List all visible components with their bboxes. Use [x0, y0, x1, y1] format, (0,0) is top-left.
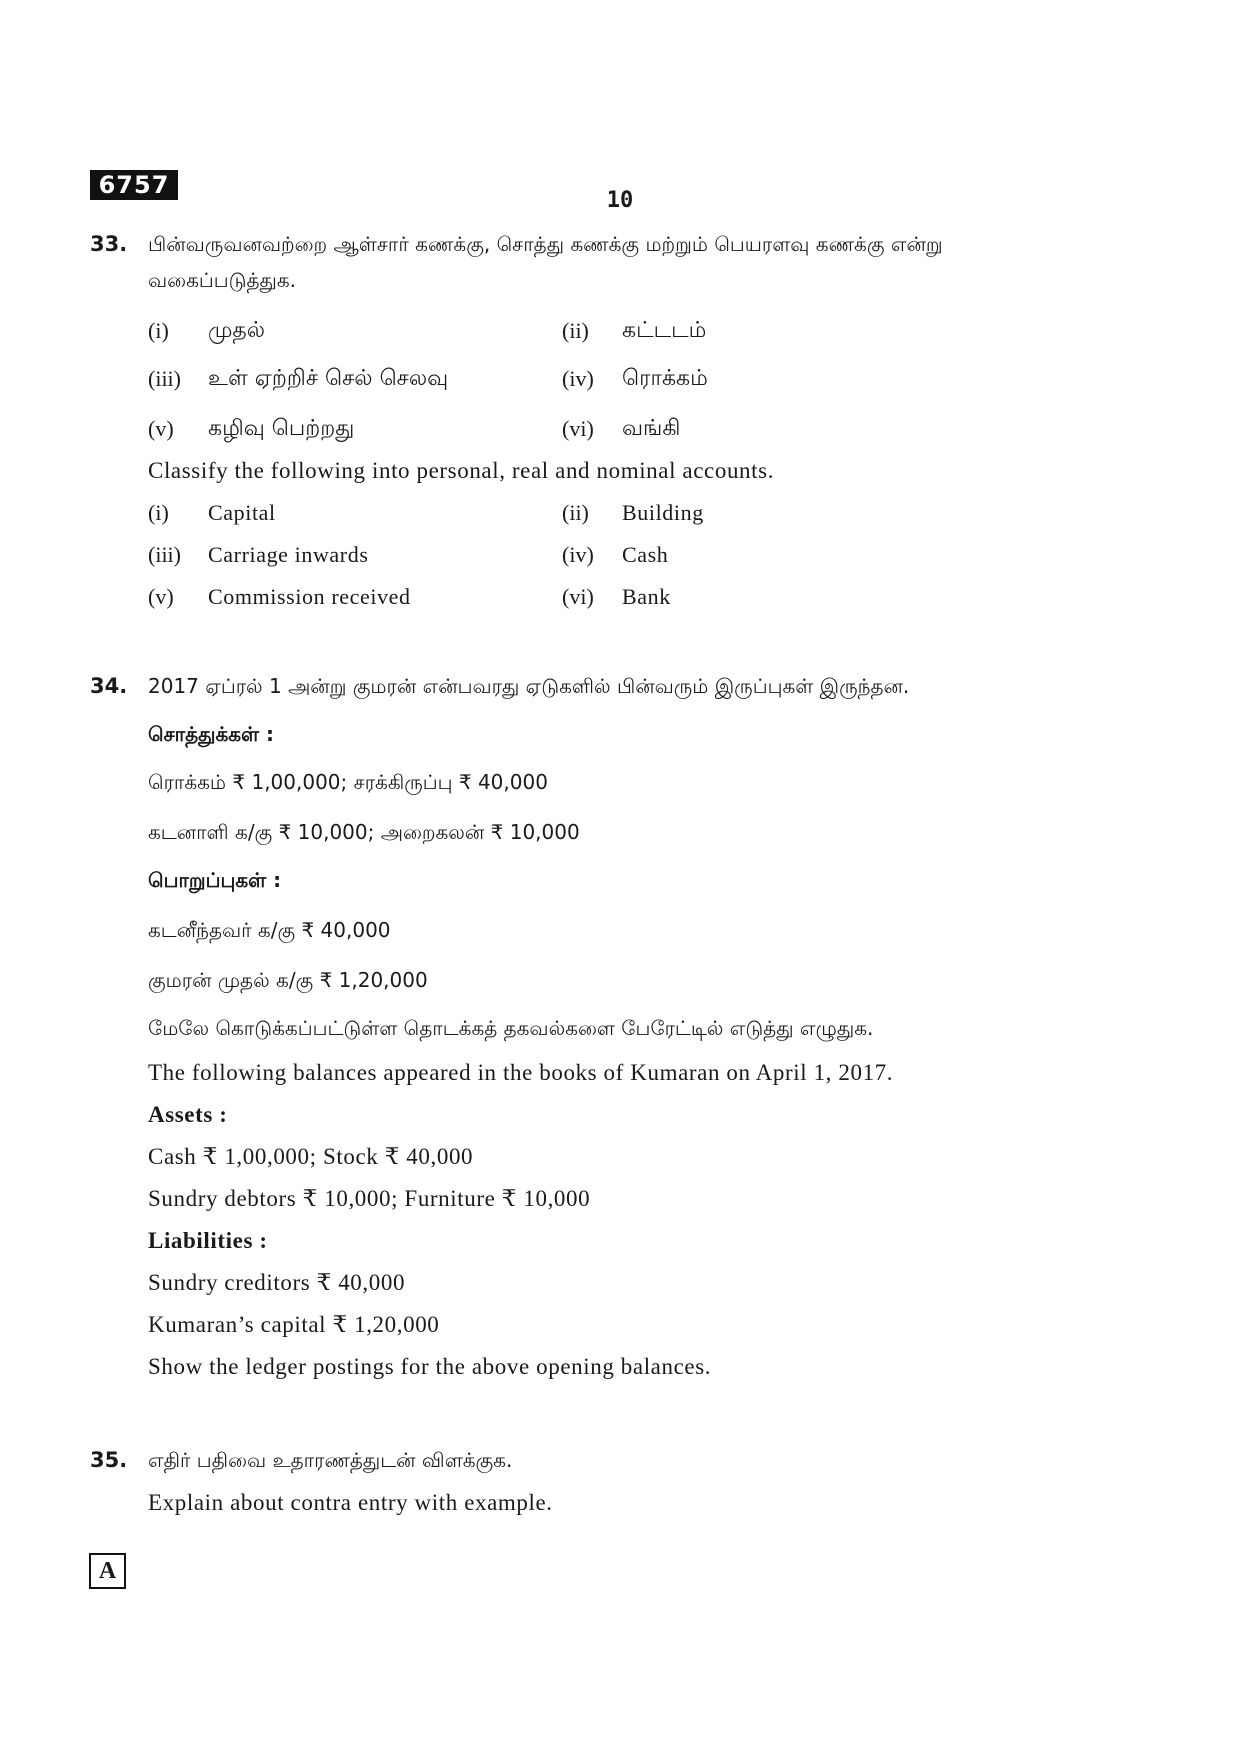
q33-tamil-item-num: (v): [148, 416, 174, 441]
q33-tamil-item: கட்டடம்: [622, 318, 707, 343]
q35-tamil-text: எதிர் பதிவை உதாரணத்துடன் விளக்குக.: [148, 1448, 513, 1472]
q33-tamil-line-1: பின்வருவனவற்றை ஆள்சார் கணக்கு, சொத்து கணக்கு மற்றும் பெயரளவு கணக்கு என்று: [148, 232, 943, 256]
q33-tamil-item-num: (iii): [148, 366, 181, 391]
q33-tamil-item: முதல்: [208, 318, 266, 343]
q33-tamil-item: ரொக்கம்: [622, 366, 708, 391]
series-label-box: A: [89, 1553, 126, 1589]
q34-tamil-liabilities-line-2: குமரன் முதல் க/கு ₹ 1,20,000: [148, 968, 428, 992]
q33-tamil-item-num: (ii): [562, 318, 589, 343]
q34-tamil-liabilities-heading: பொறுப்புகள் :: [148, 868, 282, 892]
paper-code-badge: 6757: [90, 170, 178, 200]
q34-tamil-liabilities-line-1: கடனீந்தவர் க/கு ₹ 40,000: [148, 918, 391, 942]
q34-english-liabilities-heading: Liabilities :: [148, 1228, 268, 1253]
q34-english-intro: The following balances appeared in the books of Kumaran on April 1, 2017.: [148, 1060, 894, 1085]
q34-tamil-assets-heading: சொத்துக்கள் :: [148, 722, 275, 746]
q34-english-assets-line-1: Cash ₹ 1,00,000; Stock ₹ 40,000: [148, 1144, 474, 1169]
q33-tamil-item-num: (vi): [562, 416, 594, 441]
q33-english-item: Carriage inwards: [208, 542, 369, 567]
q34-english-assets-line-2: Sundry debtors ₹ 10,000; Furniture ₹ 10,000: [148, 1186, 591, 1211]
q33-english-item-num: (i): [148, 500, 169, 525]
q33-english-item: Commission received: [208, 584, 411, 609]
q33-english-instruction: Classify the following into personal, real and nominal accounts.: [148, 458, 775, 483]
question-33-number: 33.: [90, 232, 128, 256]
q33-english-item: Building: [622, 500, 704, 525]
q33-english-item-num: (vi): [562, 584, 594, 609]
q33-english-item: Bank: [622, 584, 671, 609]
q33-english-item: Capital: [208, 500, 276, 525]
q34-tamil-assets-line-2: கடனாளி க/கு ₹ 10,000; அறைகலன் ₹ 10,000: [148, 820, 580, 844]
q34-tamil-assets-line-1: ரொக்கம் ₹ 1,00,000; சரக்கிருப்பு ₹ 40,000: [148, 770, 548, 794]
q33-english-item: Cash: [622, 542, 669, 567]
q33-english-item-num: (iii): [148, 542, 181, 567]
q33-tamil-item-num: (iv): [562, 366, 594, 391]
q34-tamil-intro: 2017 ஏப்ரல் 1 அன்று குமரன் என்பவரது ஏடுகளில் பின்வரும் இருப்புகள் இருந்தன.: [148, 674, 910, 698]
q33-tamil-item-num: (i): [148, 318, 169, 343]
q33-english-item-num: (ii): [562, 500, 589, 525]
q34-english-liabilities-line-1: Sundry creditors ₹ 40,000: [148, 1270, 406, 1295]
q33-tamil-item: வங்கி: [622, 416, 681, 441]
q34-english-instruction: Show the ledger postings for the above opening balances.: [148, 1354, 712, 1379]
page-number: 10: [606, 188, 634, 213]
q33-tamil-line-2: வகைப்படுத்துக.: [148, 268, 296, 292]
q33-tamil-item: உள் ஏற்றிச் செல் செலவு: [208, 366, 449, 391]
q33-english-item-num: (iv): [562, 542, 594, 567]
q33-tamil-item: கழிவு பெற்றது: [208, 416, 355, 441]
q34-english-assets-heading: Assets :: [148, 1102, 228, 1127]
question-34-number: 34.: [90, 674, 128, 698]
q34-tamil-instruction: மேலே கொடுக்கப்பட்டுள்ள தொடக்கத் தகவல்களை பேரேட்டில் எடுத்து எழுதுக.: [148, 1016, 874, 1040]
q33-english-item-num: (v): [148, 584, 174, 609]
q34-english-liabilities-line-2: Kumaran’s capital ₹ 1,20,000: [148, 1312, 440, 1337]
question-35-number: 35.: [90, 1448, 128, 1472]
q35-english-text: Explain about contra entry with example.: [148, 1490, 553, 1515]
